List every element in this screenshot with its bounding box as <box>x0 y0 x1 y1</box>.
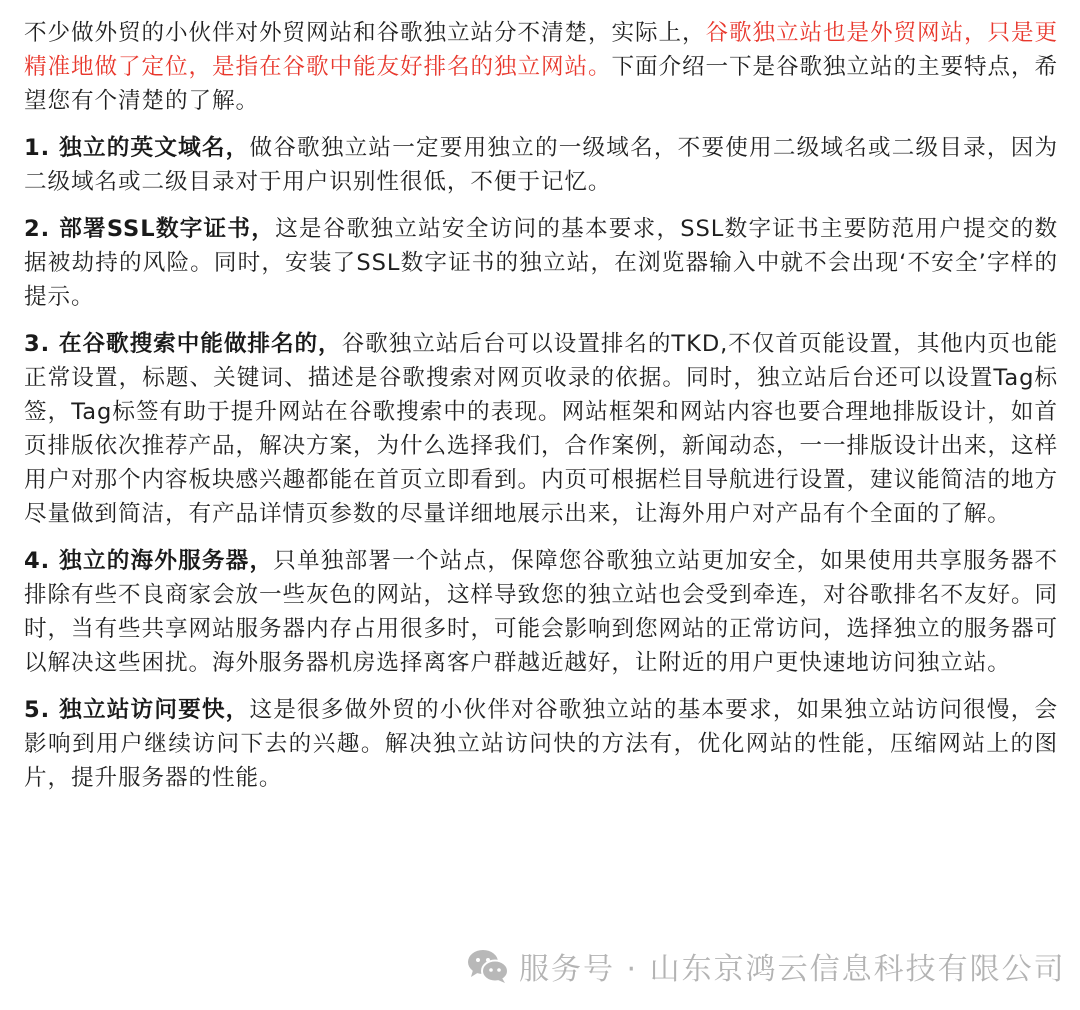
point-5-heading: 5. 独立站访问要快， <box>24 697 250 723</box>
point-2 <box>24 212 1058 314</box>
intro-text-before: 不少做外贸的小伙伴对外贸网站和谷歌独立站分不清楚，实际上， <box>24 20 706 46</box>
article-body <box>24 16 1058 808</box>
intro-paragraph <box>24 16 1058 118</box>
intro-text-after: 下面介绍一下是谷歌独立站的主要特点，希望您有个清楚的了解。 <box>24 54 1058 114</box>
point-4-body: 只单独部署一个站点，保障您谷歌独立站更加安全，如果使用共享服务器不排除有些不良商家会放一些灰色的网站，这样导致您的独立站也会受到牵连，对谷歌排名不友好。同时，当有些共享网站服务器内存占用很多时，可能会影响到您网站的正常访问，选择独立的服务器可以解决这些困扰。海外服务器机房选择离客户群越近越好，让附近的用户更快速地访问独立站。 <box>24 548 1058 676</box>
point-3-heading: 3. 在谷歌搜索中能做排名的， <box>24 331 342 357</box>
point-3 <box>24 327 1058 531</box>
point-1-heading: 1. 独立的英文域名， <box>24 135 250 161</box>
point-1 <box>24 131 1058 199</box>
point-5 <box>24 693 1058 795</box>
point-1-body: 做谷歌独立站一定要用独立的一级域名，不要使用二级域名或二级目录，因为二级域名或二级目录对于用户识别性很低，不便于记忆。 <box>24 135 1058 195</box>
point-2-heading: 2. 部署SSL数字证书， <box>24 216 276 242</box>
watermark-text: 服务号 · 山东京鸿云信息科技有限公司 <box>519 952 1066 987</box>
point-4-heading: 4. 独立的海外服务器， <box>24 548 274 574</box>
wechat-icon <box>467 948 509 984</box>
intro-highlight: 谷歌独立站也是外贸网站，只是更精准地做了定位，是指在谷歌中能友好排名的独立网站。 <box>24 20 1058 80</box>
point-2-body: 这是谷歌独立站安全访问的基本要求，SSL数字证书主要防范用户提交的数据被劫持的风险。同时，安装了SSL数字证书的独立站，在浏览器输入中就不会出现‘不安全’字样的提示。 <box>24 216 1059 310</box>
point-4 <box>24 544 1058 680</box>
point-3-body: 谷歌独立站后台可以设置排名的TKD,不仅首页能设置，其他内页也能正常设置，标题、关键词、描述是谷歌搜索对网页收录的依据。同时，独立站后台还可以设置Tag标签，Tag标签有助于提升网站在谷歌搜索中的表现。网站框架和网站内容也要合理地排版设计，如首页排版依次推荐产品，解决方案，为什么选择我们，合作案例，新闻动态，一一排版设计出来，这样用户对那个内容板块感兴趣都能在首页立即看到。内页可根据栏目导航进行设置，建议能简洁的地方尽量做到简洁，有产品详情页参数的尽量详细地展示出来，让海外用户对产品有个全面的了解。 <box>24 331 1059 527</box>
point-5-body: 这是很多做外贸的小伙伴对谷歌独立站的基本要求，如果独立站访问很慢，会影响到用户继续访问下去的兴趣。解决独立站访问快的方法有，优化网站的性能，压缩网站上的图片，提升服务器的性能。 <box>24 697 1058 791</box>
watermark <box>467 944 1066 988</box>
